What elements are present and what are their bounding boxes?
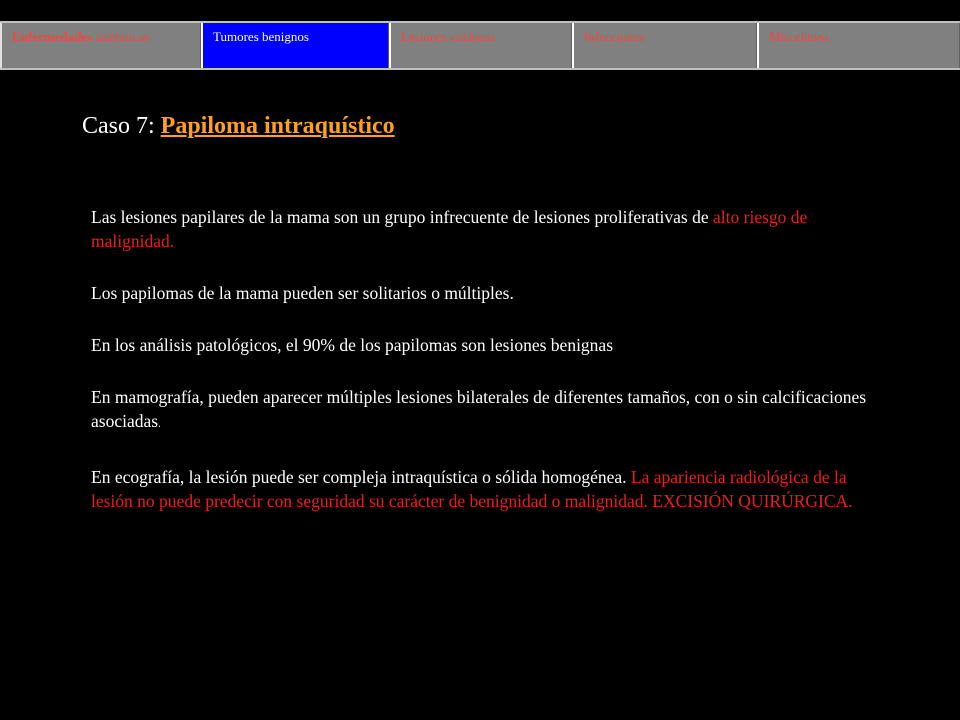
paragraph-2: Los papilomas de la mama pueden ser solitarios o múltiples. <box>91 283 514 303</box>
page-title <box>82 113 395 140</box>
paragraph-4-text: En mamografía, pueden aparecer múltiples lesiones bilaterales de diferentes tamaños, con o sin calcificaciones asociadas <box>91 387 867 431</box>
paragraph-1 <box>91 205 891 253</box>
paragraph-4 <box>91 385 891 437</box>
tab-label-rest: sistémicas <box>92 29 149 44</box>
tab-label: Lesiones cutáneas <box>401 29 496 44</box>
tab-miscelanea[interactable] <box>757 23 960 68</box>
paragraph-1-text: Las lesiones papilares de la mama son un grupo infrecuente de lesiones proliferativas de <box>91 207 714 227</box>
tab-lesiones-cutaneas[interactable] <box>389 23 572 68</box>
paragraph-5-text: En ecografía, la lesión puede ser compleja intraquística o sólida homogénea. <box>91 467 631 487</box>
paragraph-3: En los análisis patológicos, el 90% de los papilomas son lesiones benignas <box>91 335 614 355</box>
paragraph-1-highlight: alto riesgo de malignidad. <box>91 207 808 251</box>
paragraph-5-highlight: La apariencia radiológica de la lesión no puede predecir con seguridad su carácter de benignidad o malignidad. EXCISIÓN QUIRÚRGICA. <box>91 467 853 511</box>
content-body <box>91 205 891 541</box>
tab-label: Tumores benignos <box>213 29 309 44</box>
paragraph-5 <box>91 465 891 513</box>
tab-label: Infecciones <box>584 29 644 44</box>
tab-label: Miscelánea <box>769 29 829 44</box>
tab-label-bold: Enfermedades <box>12 29 93 44</box>
title-prefix: Caso 7: <box>82 113 161 139</box>
paragraph-4-dot: . <box>158 419 161 430</box>
tab-tumores-benignos[interactable] <box>201 23 389 68</box>
case-title-link[interactable]: Papiloma intraquístico <box>160 113 395 139</box>
tab-enfermedades-sistemicas[interactable] <box>0 23 201 68</box>
top-navigation <box>0 21 960 70</box>
tab-infecciones[interactable] <box>572 23 757 68</box>
